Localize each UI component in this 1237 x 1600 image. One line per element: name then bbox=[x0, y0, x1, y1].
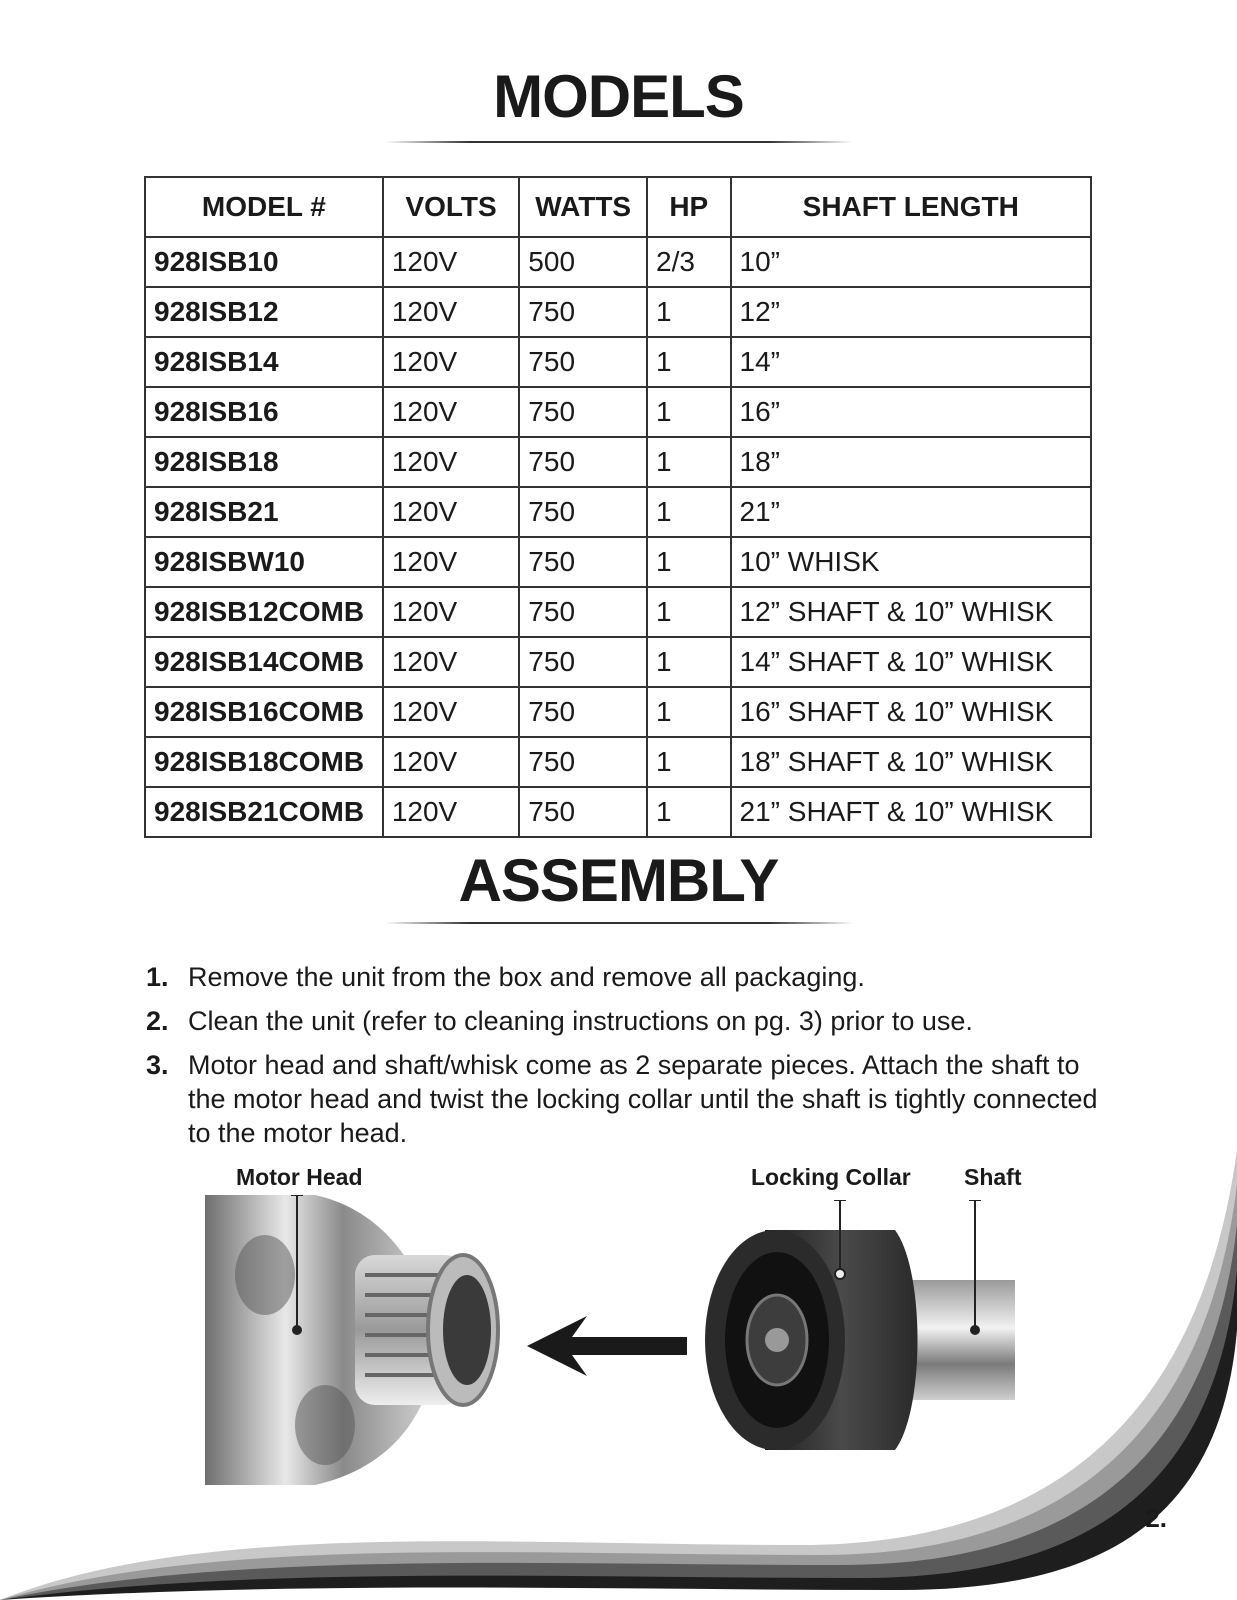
cell-shaft-length: 18” bbox=[731, 437, 1091, 487]
cell-watts: 750 bbox=[519, 287, 647, 337]
cell-hp: 1 bbox=[647, 637, 730, 687]
step-text: Remove the unit from the box and remove all packaging. bbox=[188, 962, 865, 992]
cell-watts: 750 bbox=[519, 337, 647, 387]
cell-hp: 1 bbox=[647, 437, 730, 487]
cell-volts: 120V bbox=[383, 487, 519, 537]
step-number: 1. bbox=[146, 962, 169, 992]
cell-volts: 120V bbox=[383, 587, 519, 637]
cell-watts: 750 bbox=[519, 487, 647, 537]
cell-watts: 750 bbox=[519, 687, 647, 737]
cell-watts: 750 bbox=[519, 637, 647, 687]
locking-collar-shaft-image bbox=[705, 1200, 1035, 1480]
motor-head-image bbox=[205, 1195, 525, 1515]
cell-shaft-length: 21” bbox=[731, 487, 1091, 537]
cell-watts: 750 bbox=[519, 737, 647, 787]
cell-hp: 1 bbox=[647, 487, 730, 537]
cell-shaft-length: 16” SHAFT & 10” WHISK bbox=[731, 687, 1091, 737]
column-header-hp: HP bbox=[647, 177, 730, 237]
cell-hp: 2/3 bbox=[647, 237, 730, 287]
motor-head-label: Motor Head bbox=[236, 1164, 363, 1190]
cell-volts: 120V bbox=[383, 687, 519, 737]
column-header-shaft-length: SHAFT LENGTH bbox=[731, 177, 1091, 237]
cell-shaft-length: 16” bbox=[731, 387, 1091, 437]
cell-model: 928ISB18COMB bbox=[145, 737, 383, 787]
cell-model: 928ISB21 bbox=[145, 487, 383, 537]
cell-model: 928ISB10 bbox=[145, 237, 383, 287]
cell-hp: 1 bbox=[647, 737, 730, 787]
step-text: Clean the unit (refer to cleaning instructions on pg. 3) prior to use. bbox=[188, 1006, 973, 1036]
models-heading: MODELS bbox=[493, 63, 744, 130]
cell-volts: 120V bbox=[383, 537, 519, 587]
cell-model: 928ISB21COMB bbox=[145, 787, 383, 837]
column-header-model: MODEL # bbox=[145, 177, 383, 237]
column-header-watts: WATTS bbox=[519, 177, 647, 237]
arrow-left-icon bbox=[527, 1311, 697, 1381]
page-number: 2. bbox=[1145, 1503, 1167, 1533]
cell-shaft-length: 10” bbox=[731, 237, 1091, 287]
cell-watts: 750 bbox=[519, 587, 647, 637]
cell-shaft-length: 12” bbox=[731, 287, 1091, 337]
cell-hp: 1 bbox=[647, 287, 730, 337]
cell-model: 928ISBW10 bbox=[145, 537, 383, 587]
cell-watts: 750 bbox=[519, 537, 647, 587]
cell-watts: 750 bbox=[519, 387, 647, 437]
cell-volts: 120V bbox=[383, 637, 519, 687]
cell-watts: 750 bbox=[519, 787, 647, 837]
shaft-label: Shaft bbox=[964, 1164, 1022, 1190]
cell-volts: 120V bbox=[383, 737, 519, 787]
cell-hp: 1 bbox=[647, 337, 730, 387]
cell-hp: 1 bbox=[647, 587, 730, 637]
cell-shaft-length: 10” WHISK bbox=[731, 537, 1091, 587]
step-text: Motor head and shaft/whisk come as 2 separate pieces. Attach the shaft to the motor head and twist the locking collar until the shaft is tightly connected to the motor head. bbox=[188, 1050, 1098, 1148]
locking-collar-label: Locking Collar bbox=[751, 1164, 911, 1190]
cell-hp: 1 bbox=[647, 387, 730, 437]
column-header-volts: VOLTS bbox=[383, 177, 519, 237]
cell-volts: 120V bbox=[383, 787, 519, 837]
cell-shaft-length: 18” SHAFT & 10” WHISK bbox=[731, 737, 1091, 787]
cell-model: 928ISB16 bbox=[145, 387, 383, 437]
cell-shaft-length: 21” SHAFT & 10” WHISK bbox=[731, 787, 1091, 837]
step-number: 3. bbox=[146, 1050, 169, 1080]
cell-volts: 120V bbox=[383, 437, 519, 487]
cell-hp: 1 bbox=[647, 537, 730, 587]
cell-model: 928ISB16COMB bbox=[145, 687, 383, 737]
cell-volts: 120V bbox=[383, 337, 519, 387]
cell-volts: 120V bbox=[383, 387, 519, 437]
cell-model: 928ISB14COMB bbox=[145, 637, 383, 687]
cell-model: 928ISB12 bbox=[145, 287, 383, 337]
cell-model: 928ISB14 bbox=[145, 337, 383, 387]
cell-model: 928ISB12COMB bbox=[145, 587, 383, 637]
cell-model: 928ISB18 bbox=[145, 437, 383, 487]
cell-watts: 750 bbox=[519, 437, 647, 487]
step-number: 2. bbox=[146, 1006, 169, 1036]
cell-hp: 1 bbox=[647, 687, 730, 737]
cell-shaft-length: 14” bbox=[731, 337, 1091, 387]
cell-shaft-length: 12” SHAFT & 10” WHISK bbox=[731, 587, 1091, 637]
cell-volts: 120V bbox=[383, 287, 519, 337]
cell-shaft-length: 14” SHAFT & 10” WHISK bbox=[731, 637, 1091, 687]
assembly-heading: ASSEMBLY bbox=[458, 847, 779, 914]
cell-watts: 500 bbox=[519, 237, 647, 287]
cell-volts: 120V bbox=[383, 237, 519, 287]
cell-hp: 1 bbox=[647, 787, 730, 837]
